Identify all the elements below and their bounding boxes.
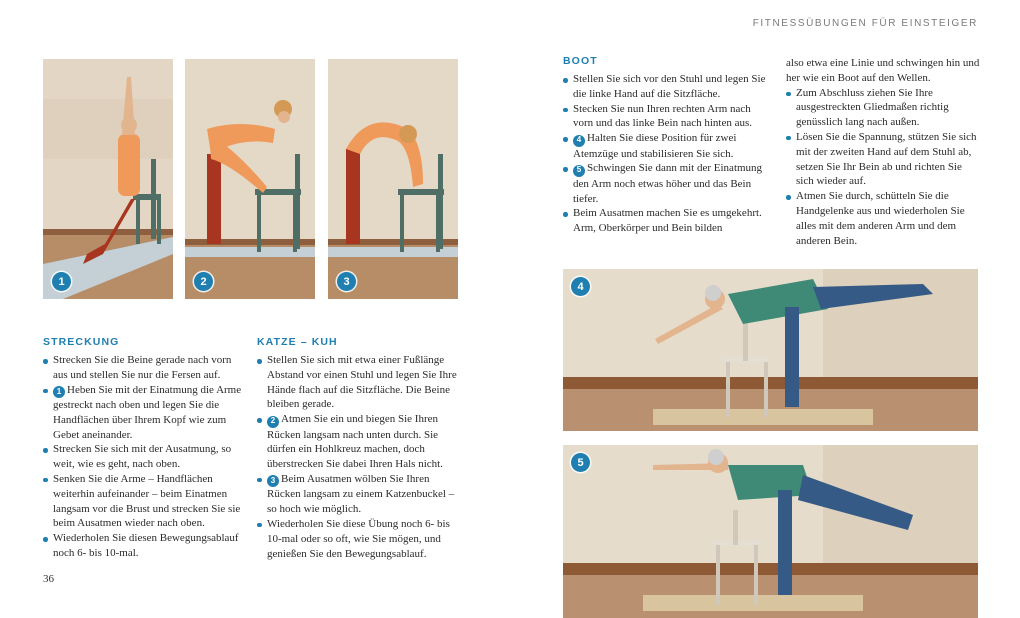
- exercise-photo-2: [185, 59, 315, 299]
- streckung-title: STRECKUNG: [43, 336, 120, 348]
- list-item: [43, 383, 243, 443]
- list-item-text: Beim Ausatmen wölben Sie Ihren Rücken langsam zu einem Katzenbuckel – so hoch wie möglich.: [267, 472, 455, 516]
- exercise-photo-5: [563, 445, 978, 618]
- katze-kuh-title: KATZE – KUH: [257, 336, 338, 348]
- list-item: [786, 86, 982, 130]
- step-badge-3: 3: [337, 272, 356, 291]
- list-item-text: Wiederholen Sie diesen Bewegungsablauf noch 6- bis 10-mal.: [53, 532, 239, 559]
- page-number: 36: [43, 573, 54, 585]
- list-item: [43, 353, 243, 383]
- list-item: [257, 472, 457, 517]
- list-item: [563, 161, 767, 206]
- list-item: [563, 131, 767, 161]
- list-item: [563, 102, 767, 132]
- step-number-icon: 5: [573, 165, 585, 177]
- list-item-text: Stellen Sie sich mit etwa einer Fußlänge Abstand vor einen Stuhl und legen Sie Ihre Hände flach auf die Sitzfläche. Die Beine bleiben gerade.: [267, 354, 457, 411]
- list-item: [786, 130, 982, 189]
- exercise-photo-1: [43, 59, 173, 299]
- list-item-text: Senken Sie die Arme – Handflächen weiterhin aufeinander – beim Einatmen langsam vor die Brust und strecken Sie sie beim Ausatmen wieder nach oben.: [53, 472, 241, 530]
- step-badge-5: 5: [571, 453, 590, 472]
- step-number-icon: 2: [267, 416, 279, 428]
- step-number-icon: 1: [53, 386, 65, 398]
- list-item: [43, 442, 243, 472]
- list-item-text: Heben Sie mit der Einatmung die Arme gestreckt nach oben und legen Sie die Handflächen über Ihrem Kopf wie zum Gebet aneinander.: [53, 383, 242, 441]
- list-item: [786, 189, 982, 248]
- list-item-text: Schwingen Sie dann mit der Einatmung den Arm noch etwas höher und das Bein tiefer.: [573, 162, 763, 205]
- list-item-text: Atmen Sie ein und biegen Sie Ihren Rücken langsam nach unten durch. Sie dürfen ein Hohlkreuz machen, doch überstrecken Sie dabei Ihren Hals nicht.: [267, 413, 443, 471]
- list-item: [257, 412, 457, 472]
- list-item: [563, 206, 767, 236]
- list-item: [563, 72, 767, 102]
- list-item: [43, 531, 243, 561]
- list-item-text: Stellen Sie sich vor den Stuhl und legen Sie die linke Hand auf die Sitzfläche.: [573, 73, 766, 100]
- list-item-text: Stecken Sie nun Ihren rechten Arm nach vorn und das linke Bein nach hinten aus.: [573, 102, 753, 130]
- step-number-icon: 3: [267, 475, 279, 487]
- step-number-icon: 4: [573, 135, 585, 147]
- boot-list-2: [786, 56, 982, 248]
- step-badge-4: 4: [571, 277, 590, 296]
- boot-section-continued: [786, 56, 982, 248]
- list-item-text: Wiederholen Sie diese Übung noch 6- bis 10-mal oder so oft, wie Sie mögen, und genießen Sie den Bewegungsablauf.: [267, 517, 450, 560]
- list-item: [257, 353, 457, 412]
- streckung-list: [43, 353, 243, 561]
- list-item-text: also etwa eine Linie und schwingen hin und her wie ein Boot auf den Wellen.: [786, 57, 980, 84]
- list-item-text: Strecken Sie sich mit der Ausatmung, so weit, wie es geht, nach oben.: [53, 443, 232, 471]
- list-item: [257, 517, 457, 561]
- exercise-photo-3: [328, 59, 458, 299]
- list-item-text: Atmen Sie durch, schütteln Sie die Handgelenke aus und wiederholen Sie alles mit dem anderen Arm und dem anderen Bein.: [796, 190, 965, 247]
- running-head: FITNESSÜBUNGEN FÜR EINSTEIGER: [752, 18, 978, 29]
- list-item: [786, 56, 982, 86]
- list-item-text: Beim Ausatmen machen Sie es umgekehrt. Arm, Oberkörper und Bein bilden: [573, 207, 762, 235]
- katze-kuh-section: [257, 335, 457, 561]
- step-badge-1: 1: [52, 272, 71, 291]
- boot-section: [563, 54, 767, 236]
- streckung-section: [43, 335, 243, 561]
- list-item-text: Zum Abschluss ziehen Sie Ihre ausgestreckten Gliedmaßen richtig genüsslich lang nach außen.: [796, 86, 949, 129]
- list-item-text: Strecken Sie die Beine gerade nach vorn aus und stellen Sie nur die Fersen auf.: [53, 354, 232, 381]
- boot-title: BOOT: [563, 55, 598, 67]
- step-badge-2: 2: [194, 272, 213, 291]
- list-item: [43, 472, 243, 531]
- exercise-photo-4: [563, 269, 978, 431]
- list-item-text: Halten Sie diese Position für zwei Atemzüge und stabilisieren Sie sich.: [573, 132, 737, 160]
- katze-kuh-list: [257, 353, 457, 561]
- boot-list-1: [563, 72, 767, 236]
- list-item-text: Lösen Sie die Spannung, stützen Sie sich mit der zweiten Hand auf dem Stuhl ab, setzen Sie Ihr Bein ab und richten Sie sich wieder auf.: [796, 130, 977, 188]
